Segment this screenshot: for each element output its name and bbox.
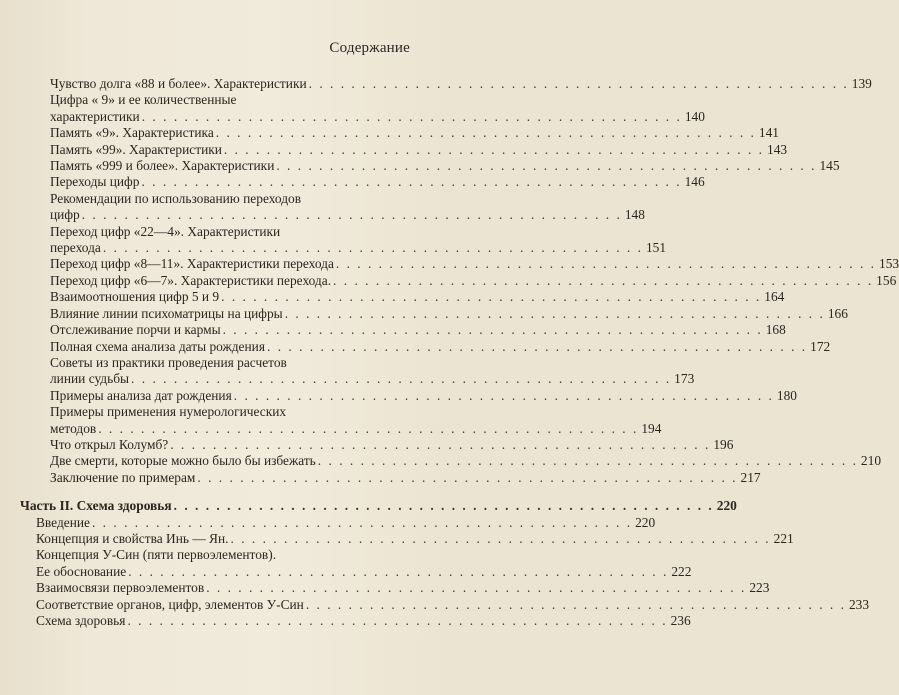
toc-page-number: 164 [764,289,785,305]
toc-entry [50,289,785,305]
toc-entry-title: Память «999 и более». Характеристики [50,158,275,174]
dot-leader: . . . . . . . . . . . . . . . . . . . . . . . . . . . . . . . . . . . . . . . . . . . . . . . . . . . [197,469,738,485]
toc-entry [50,92,705,125]
toc-entry-title: Чувство долга «88 и более». Характеристики [50,76,307,91]
dot-leader: . . . . . . . . . . . . . . . . . . . . . . . . . . . . . . . . . . . . . . . . . . . . . . . . . . . [131,371,672,387]
toc-page-number: 153 [879,256,899,272]
toc-entry-title: Примеры анализа дат рождения [50,387,232,403]
toc-entry [50,223,667,257]
toc-page-number: 236 [670,613,691,628]
toc-entry-title: Переходы цифр [50,174,140,190]
dot-leader: . . . . . . . . . . . . . . . . . . . . . . . . . . . . . . . . . . . . . . . . . . . . . . . . . . . [317,453,858,469]
dot-leader: . . . . . . . . . . . . . . . . . . . . . . . . . . . . . . . . . . . . . . . . . . . . . . . . . . . [141,108,682,124]
dot-leader: . . . . . . . . . . . . . . . . . . . . . . . . . . . . . . . . . . . . . . . . . . . . . . . . . . . [267,338,808,354]
toc-page-number: 233 [848,596,870,612]
toc-entry-title: Ее обоснование [36,563,127,579]
toc-entry [50,322,786,338]
toc-page-number: 151 [645,240,667,256]
toc-entry-title: цифр [50,207,80,223]
toc-entry-title-line: Цифра « 9» и ее количественные [50,92,237,108]
toc-entry-title: Отслеживание порчи и кармы [50,322,221,338]
table-of-contents [0,76,899,629]
toc-entry [50,453,882,469]
toc-entry-title: Заключение по примерам [50,469,196,485]
toc-entry-title: Концепция и свойства Инь — Ян. [36,530,229,546]
dot-leader: . . . . . . . . . . . . . . . . . . . . . . . . . . . . . . . . . . . . . . . . . . . . . . . . . . . [335,256,877,272]
toc-entry-title: линии судьбы [50,371,130,387]
toc-entry [50,387,797,404]
dot-leader: . . . . . . . . . . . . . . . . . . . . . . . . . . . . . . . . . . . . . . . . . . . . . . . . . . . [127,613,668,628]
toc-page-number: 140 [684,108,705,124]
toc-entry-title-line: Переход цифр «22—4». Характеристики [50,223,281,239]
toc-entry-title-line: Советы из практики проведения расчетов [50,354,287,370]
toc-entry-title: Схема здоровья [36,613,126,628]
dot-leader: . . . . . . . . . . . . . . . . . . . . . . . . . . . . . . . . . . . . . . . . . . . . . . . . . . . [206,580,747,596]
dot-leader: . . . . . . . . . . . . . . . . . . . . . . . . . . . . . . . . . . . . . . . . . . . . . . . . . . . [102,240,643,256]
toc-page-number: 180 [776,387,797,403]
toc-entry [50,436,734,453]
toc-entry [36,547,692,580]
toc-entry [50,469,761,486]
dot-leader: . . . . . . . . . . . . . . . . . . . . . . . . . . . . . . . . . . . . . . . . . . . . . . . . . . . [276,158,817,174]
toc-page-number: 221 [773,530,794,546]
toc-page-number: 210 [860,453,882,469]
toc-entry-title: Переход цифр «8—11». Характеристики перехода [50,256,334,272]
dot-leader: . . . . . . . . . . . . . . . . . . . . . . . . . . . . . . . . . . . . . . . . . . . . . . . . . . . [230,530,771,546]
toc-entry [50,338,831,355]
toc-page-number: 141 [758,125,779,141]
toc-entry [50,190,645,224]
dot-leader: . . . . . . . . . . . . . . . . . . . . . . . . . . . . . . . . . . . . . . . . . . . . . . . . . . . [223,141,765,157]
dot-leader: . . . . . . . . . . . . . . . . . . . . . . . . . . . . . . . . . . . . . . . . . . . . . . . . . . . [333,272,874,288]
toc-page-number: 220 [635,514,656,530]
toc-entry-title: Часть II. Схема здоровья [20,498,172,514]
toc-entry-title: Что открыл Колумб? [50,436,169,452]
toc-entry [36,580,770,596]
toc-page-number: 196 [713,436,734,452]
dot-leader: . . . . . . . . . . . . . . . . . . . . . . . . . . . . . . . . . . . . . . . . . . . . . . . . . . . [173,498,714,514]
toc-entry [36,613,691,629]
dot-leader: . . . . . . . . . . . . . . . . . . . . . . . . . . . . . . . . . . . . . . . . . . . . . . . . . . . [233,387,774,403]
toc-page-number: 166 [827,305,848,321]
toc-page-number: 143 [767,141,788,157]
toc-entry-title-line: Рекомендации по использованию переходов [50,190,302,206]
toc-entry-title: Введение [36,514,90,530]
toc-page-number: 156 [876,272,897,288]
dot-leader: . . . . . . . . . . . . . . . . . . . . . . . . . . . . . . . . . . . . . . . . . . . . . . . . . . . [141,174,682,190]
toc-entry [50,174,705,190]
dot-leader: . . . . . . . . . . . . . . . . . . . . . . . . . . . . . . . . . . . . . . . . . . . . . . . . . . . [91,514,633,530]
dot-leader: . . . . . . . . . . . . . . . . . . . . . . . . . . . . . . . . . . . . . . . . . . . . . . . . . . . [222,322,763,338]
toc-entry-title: перехода [50,240,101,256]
dot-leader: . . . . . . . . . . . . . . . . . . . . . . . . . . . . . . . . . . . . . . . . . . . . . . . . . . . [215,125,756,141]
toc-entry-title: Соответствие органов, цифр, элементов У-Син [36,596,304,612]
toc-page-number: 194 [641,420,662,436]
toc-page-number: 145 [819,158,840,174]
toc-entry-title: Полная схема анализа даты рождения [50,338,265,354]
dot-leader: . . . . . . . . . . . . . . . . . . . . . . . . . . . . . . . . . . . . . . . . . . . . . . . . . . . [305,596,846,612]
toc-entry [36,514,656,531]
dot-leader: . . . . . . . . . . . . . . . . . . . . . . . . . . . . . . . . . . . . . . . . . . . . . . . . . . . [81,207,622,223]
toc-entry [36,596,870,613]
toc-entry [50,404,662,437]
toc-page-number: 223 [749,580,770,596]
toc-entry [50,305,848,322]
toc-page-number: 146 [684,174,705,190]
toc-entry [50,272,897,289]
dot-leader: . . . . . . . . . . . . . . . . . . . . . . . . . . . . . . . . . . . . . . . . . . . . . . . . . . . [221,289,762,305]
toc-page-number: 172 [810,338,831,354]
dot-leader: . . . . . . . . . . . . . . . . . . . . . . . . . . . . . . . . . . . . . . . . . . . . . . . . . . . [284,305,825,321]
toc-page-number: 139 [851,76,872,91]
toc-entry-title: Две смерти, которые можно было бы избежать [50,453,316,469]
toc-page-number: 148 [624,207,645,223]
toc-entry [50,76,872,92]
toc-page-number: 220 [716,498,737,514]
toc-entry-title: Память «9». Характеристика [50,125,214,141]
toc-entry [50,256,899,272]
toc-entry-title: характеристики [50,108,140,124]
toc-entry-title-line: Концепция У-Син (пяти первоэлементов). [36,547,277,563]
toc-entry [50,158,840,174]
toc-page-number: 173 [674,371,695,387]
dot-leader: . . . . . . . . . . . . . . . . . . . . . . . . . . . . . . . . . . . . . . . . . . . . . . . . . . . [308,76,849,91]
toc-entry [50,125,779,141]
toc-entry-title: Взаимосвязи первоэлементов [36,580,205,596]
toc-entry-title-line: Примеры применения нумерологических [50,404,287,420]
toc-entry [36,530,794,547]
dot-leader: . . . . . . . . . . . . . . . . . . . . . . . . . . . . . . . . . . . . . . . . . . . . . . . . . . . [98,420,639,436]
toc-entry-title: Память «99». Характеристики [50,141,222,157]
toc-entry [50,141,788,158]
toc-entry [50,354,695,388]
toc-page-number: 168 [765,322,786,338]
toc-entry-title: Взаимоотношения цифр 5 и 9 [50,289,220,305]
running-head: Содержание [329,40,410,56]
toc-part-heading [20,498,737,514]
toc-entry-title: Переход цифр «6—7». Характеристики перехода. [50,272,332,288]
toc-page-number: 222 [671,563,692,579]
toc-page-number: 217 [740,469,761,485]
toc-entry-title: методов [50,420,97,436]
toc-entry-title: Влияние линии психоматрицы на цифры [50,305,283,321]
dot-leader: . . . . . . . . . . . . . . . . . . . . . . . . . . . . . . . . . . . . . . . . . . . . . . . . . . . [170,436,711,452]
dot-leader: . . . . . . . . . . . . . . . . . . . . . . . . . . . . . . . . . . . . . . . . . . . . . . . . . . . [128,563,669,579]
